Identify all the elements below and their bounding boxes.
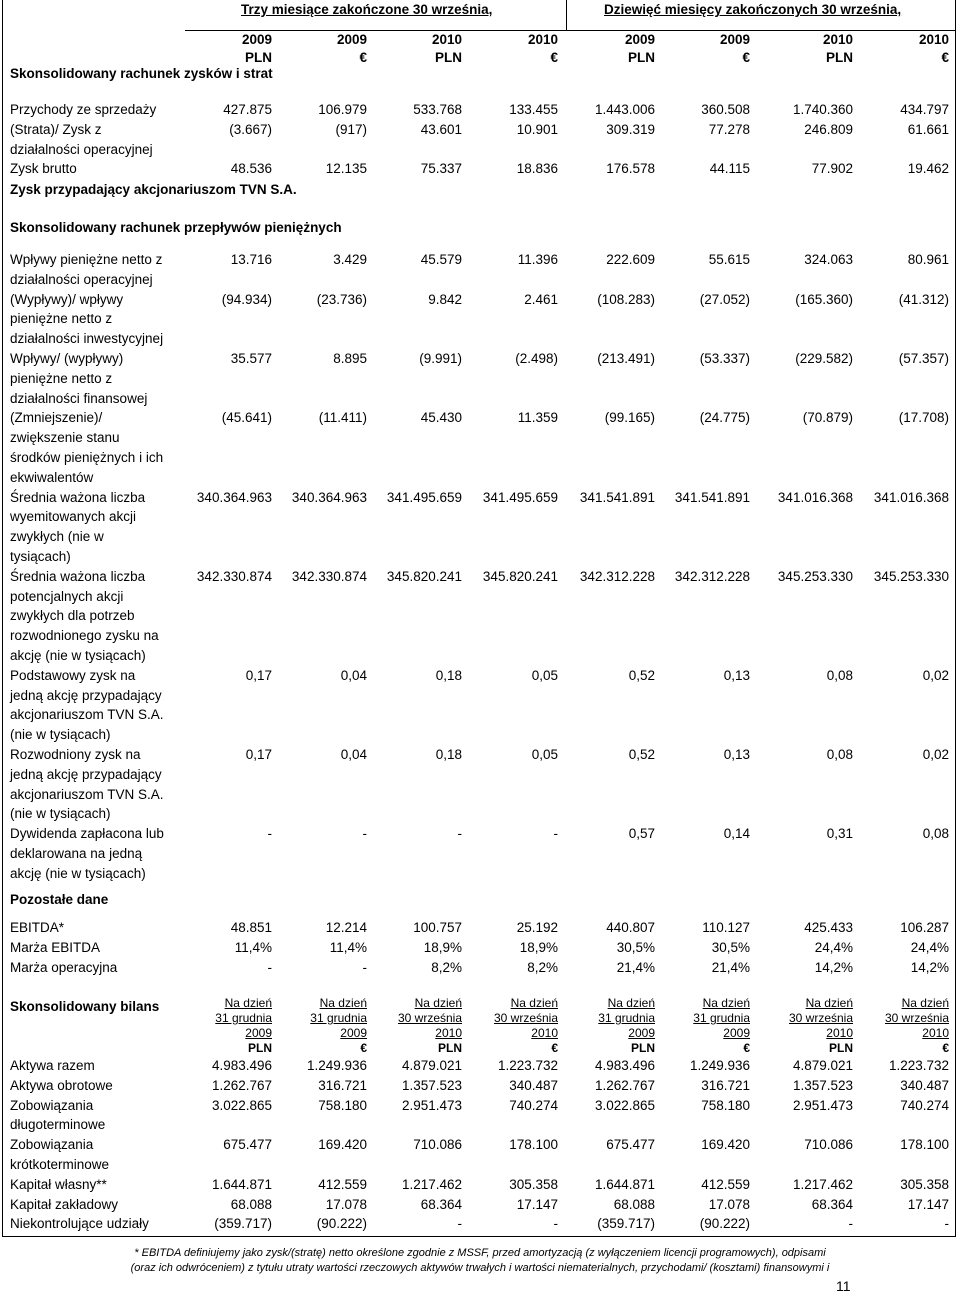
income-cell: 12.135 [325, 161, 367, 177]
income-cell: 61.661 [907, 121, 949, 137]
balance-cell: 3.022.865 [211, 1097, 272, 1113]
page-number: 11 [836, 1278, 851, 1294]
header-three-months: Trzy miesiące zakończone 30 września, [241, 2, 493, 17]
cashflow-cell: 324.063 [804, 252, 853, 267]
balance-cell: 340.487 [900, 1077, 949, 1093]
cashflow-cell: 342.312.228 [674, 568, 750, 584]
header-year: 2009 [241, 32, 272, 47]
cashflow-cell: 0,05 [531, 747, 558, 762]
income-cell: (3.667) [229, 121, 272, 137]
cashflow-cell: 0,14 [723, 826, 750, 842]
other-row-label: EBITDA* [10, 920, 65, 935]
cashflow-cell: 2.461 [524, 291, 558, 307]
cashflow-row-label: działalności operacyjnej [10, 271, 153, 287]
cashflow-cell: 0,57 [628, 826, 655, 842]
cashflow-row-label: działalności finansowej [10, 390, 148, 406]
balance-cell: 758.180 [701, 1097, 750, 1113]
income-cell: 44.115 [709, 161, 750, 177]
cashflow-cell: 0,52 [628, 667, 655, 683]
cashflow-cell: 341.016.368 [777, 489, 853, 505]
balance-cell: 17.147 [516, 1196, 558, 1212]
balance-cell: 1.249.936 [689, 1058, 750, 1073]
balance-cell: 169.420 [701, 1137, 750, 1153]
income-row-label: działalności operacyjnej [10, 141, 153, 157]
balance-cell: 316.721 [318, 1077, 367, 1093]
cashflow-cell: (229.582) [795, 351, 853, 366]
balance-cell: - [553, 1216, 558, 1232]
balance-header: Na dzień [901, 996, 949, 1010]
income-cell: 43.601 [420, 121, 462, 137]
income-cell: 434.797 [900, 102, 949, 117]
balance-header: PLN [631, 1041, 655, 1055]
cashflow-cell: (23.736) [316, 291, 367, 307]
other-cell: 106.287 [900, 920, 949, 935]
balance-cell: 1.262.767 [211, 1077, 272, 1093]
balance-title: Skonsolidowany bilans [10, 999, 160, 1014]
cashflow-cell: 0,02 [922, 747, 949, 762]
cashflow-cell: 0,52 [628, 747, 655, 762]
balance-cell: 740.274 [900, 1097, 949, 1113]
header-year: 2010 [431, 32, 462, 47]
balance-header: € [942, 1041, 949, 1055]
cashflow-row-label: środków pieniężnych i ich [10, 450, 164, 465]
other-cell: - [267, 959, 272, 975]
cashflow-cell: (17.708) [898, 410, 949, 426]
cashflow-cell: (165.360) [795, 291, 853, 307]
balance-cell: 412.559 [318, 1176, 367, 1192]
cashflow-cell: 341.016.368 [873, 489, 949, 505]
balance-header: PLN [248, 1041, 272, 1055]
balance-cell: 68.364 [811, 1196, 853, 1212]
balance-cell: - [457, 1216, 462, 1232]
cashflow-cell: 45.430 [420, 410, 462, 426]
cashflow-cell: 55.615 [708, 252, 750, 267]
header-currency: € [359, 50, 367, 65]
cashflow-cell: 13.716 [230, 252, 272, 267]
other-row-label: Marża EBITDA [10, 939, 101, 955]
cashflow-row-label: (nie w tysiącach) [10, 806, 111, 822]
other-cell: 18,9% [423, 939, 462, 955]
cashflow-cell: 0,17 [245, 667, 272, 683]
cashflow-cell: 0,18 [435, 667, 462, 683]
cashflow-row-label: zwykłych dla potrzeb [10, 608, 135, 624]
cashflow-row-label: (Zmniejszenie)/ [10, 410, 103, 426]
cashflow-row-label: akcjonariuszom TVN S.A. [10, 707, 164, 723]
balance-cell: 178.100 [900, 1137, 949, 1153]
cashflow-cell: 341.541.891 [579, 489, 655, 505]
cashflow-cell: 0,08 [826, 667, 853, 683]
header-year: 2009 [719, 32, 750, 47]
cashflow-cell: 0,04 [340, 667, 367, 683]
income-cell: 75.337 [420, 161, 462, 177]
balance-header: 2010 [435, 1026, 462, 1040]
balance-cell: 17.147 [907, 1196, 949, 1212]
balance-cell: 1.217.462 [792, 1176, 853, 1192]
cashflow-cell: 345.820.241 [482, 568, 558, 584]
balance-header: 2009 [628, 1026, 655, 1040]
other-cell: 25.192 [516, 920, 558, 935]
balance-header: 2010 [531, 1026, 558, 1040]
balance-cell: 2.951.473 [792, 1097, 853, 1113]
balance-header: 31 grudnia [693, 1011, 750, 1025]
balance-row-label: Kapitał zakładowy [10, 1196, 119, 1212]
cashflow-cell: 0,05 [531, 667, 558, 683]
balance-cell: 3.022.865 [594, 1097, 655, 1113]
header-currency: PLN [245, 50, 272, 65]
cashflow-cell: 222.609 [606, 252, 655, 267]
cashflow-cell: 345.820.241 [386, 568, 462, 584]
cashflow-cell: - [362, 826, 367, 842]
header-currency: € [550, 50, 558, 65]
balance-header: 30 września [884, 1011, 949, 1025]
cashflow-cell: 341.495.659 [386, 489, 462, 505]
balance-cell: (359.717) [214, 1216, 272, 1232]
cashflow-row-label: (Wypływy)/ wpływy [10, 291, 124, 307]
cashflow-cell: (99.165) [604, 410, 655, 426]
balance-cell: 1.644.871 [594, 1176, 655, 1192]
balance-cell: 1.217.462 [401, 1176, 462, 1192]
cashflow-cell: 35.577 [230, 351, 272, 366]
cashflow-row-label: jedną akcję przypadający [10, 766, 162, 782]
other-cell: 14,2% [814, 959, 853, 975]
other-cell: 11,4% [329, 939, 367, 955]
balance-header: Na dzień [224, 996, 272, 1010]
income-cell: 533.768 [413, 102, 462, 117]
income-cell: 176.578 [606, 161, 655, 177]
other-row-label: Marża operacyjna [10, 959, 118, 975]
balance-cell: 305.358 [509, 1176, 558, 1192]
other-cell: 8,2% [527, 959, 558, 975]
income-attributable-label: Zysk przypadający akcjonariuszom TVN S.A. [10, 182, 297, 197]
balance-cell: 68.364 [420, 1196, 462, 1212]
cashflow-row-label: Podstawowy zysk na [10, 667, 136, 683]
other-cell: 14,2% [910, 959, 949, 975]
balance-header: PLN [438, 1041, 462, 1055]
balance-cell: 4.983.496 [211, 1058, 272, 1073]
cashflow-cell: - [267, 826, 272, 842]
income-cell: 1.443.006 [594, 102, 655, 117]
cashflow-cell: (70.879) [802, 410, 853, 426]
cashflow-row-label: Średnia ważona liczba [10, 489, 146, 505]
header-year: 2010 [918, 32, 949, 47]
balance-row-label: krótkoterminowe [10, 1157, 110, 1172]
balance-header: 31 grudnia [215, 1011, 272, 1025]
cashflow-cell: (57.357) [898, 351, 949, 366]
cashflow-cell: (41.312) [898, 291, 949, 307]
balance-cell: 4.879.021 [401, 1058, 462, 1073]
other-cell: 425.433 [804, 920, 853, 935]
income-cell: 309.319 [606, 121, 655, 137]
cashflow-cell: 0,08 [922, 826, 949, 842]
cashflow-cell: 0,04 [340, 747, 367, 762]
cashflow-cell: (24.775) [699, 410, 750, 426]
income-cell: 18.836 [516, 161, 558, 177]
other-cell: 30,5% [711, 939, 750, 955]
balance-row-label: Kapitał własny** [10, 1176, 107, 1192]
cashflow-row-label: Średnia ważona liczba [10, 568, 146, 584]
cashflow-row-label: pieniężne netto z [10, 311, 113, 327]
header-year: 2010 [822, 32, 853, 47]
cashflow-cell: 342.312.228 [579, 568, 655, 584]
cashflow-row-label: jedną akcję przypadający [10, 687, 162, 703]
balance-cell: 340.487 [509, 1077, 558, 1093]
balance-header: 30 września [397, 1011, 462, 1025]
other-cell: 21,4% [616, 959, 655, 975]
cashflow-cell: 340.364.963 [291, 489, 367, 505]
income-cell: 77.278 [708, 121, 750, 137]
balance-header: € [360, 1041, 367, 1055]
balance-cell: 1.357.523 [401, 1077, 462, 1093]
balance-header: 2010 [826, 1026, 853, 1040]
balance-header: € [743, 1041, 750, 1055]
balance-cell: 740.274 [509, 1097, 558, 1113]
cashflow-row-label: akcjonariuszom TVN S.A. [10, 786, 164, 802]
cashflow-row-label: rozwodnionego zysku na [10, 628, 159, 644]
cashflow-cell: 342.330.874 [196, 568, 272, 584]
income-cell: 360.508 [701, 102, 750, 117]
header-nine-months: Dziewięć miesięcy zakończonych 30 września, [604, 2, 902, 17]
cashflow-row-label: Dywidenda zapłacona lub [10, 826, 164, 842]
other-cell: 100.757 [413, 920, 462, 935]
income-cell: 77.902 [811, 161, 853, 177]
balance-header: PLN [829, 1041, 853, 1055]
balance-cell: 675.477 [223, 1137, 272, 1153]
balance-cell: (359.717) [597, 1216, 655, 1232]
balance-header: 31 grudnia [310, 1011, 367, 1025]
balance-header: 30 września [788, 1011, 853, 1025]
cashflow-cell: 342.330.874 [291, 568, 367, 584]
balance-cell: 17.078 [708, 1196, 750, 1212]
cashflow-cell: 0,13 [723, 667, 750, 683]
balance-cell: 68.088 [613, 1196, 655, 1212]
cashflow-row-label: wyemitowanych akcji [10, 509, 137, 525]
cashflow-cell: (45.641) [221, 410, 272, 426]
income-cell: 133.455 [509, 102, 558, 117]
balance-header: 30 września [493, 1011, 558, 1025]
balance-header: Na dzień [607, 996, 655, 1010]
cashflow-cell: 0,18 [435, 747, 462, 762]
balance-cell: 17.078 [325, 1196, 367, 1212]
balance-cell: 4.879.021 [792, 1058, 853, 1073]
balance-cell: 1.357.523 [792, 1077, 853, 1093]
footnote-line-2: (oraz ich odwróceniem) z tytułu utraty wartości rzeczowych aktywów trwałych i wartości niematerialnych, przychodami/ (kosztami) finansowymi i [130, 1262, 830, 1274]
header-year: 2009 [336, 32, 367, 47]
income-row-label: (Strata)/ Zysk z [10, 121, 102, 137]
cashflow-cell: 0,13 [723, 747, 750, 762]
balance-header: Na dzień [702, 996, 750, 1010]
other-cell: 24,4% [910, 939, 949, 955]
cashflow-cell: 9.842 [428, 291, 462, 307]
balance-row-label: Niekontrolujące udziały [10, 1216, 149, 1232]
cashflow-row-label: Wpływy pieniężne netto z [10, 252, 163, 267]
balance-row-label: Aktywa obrotowe [10, 1077, 113, 1093]
cashflow-cell: 11.359 [517, 410, 558, 426]
balance-cell: 178.100 [509, 1137, 558, 1153]
cashflow-cell: - [553, 826, 558, 842]
balance-header: Na dzień [510, 996, 558, 1010]
balance-header: 2010 [922, 1026, 949, 1040]
balance-header: € [551, 1041, 558, 1055]
cashflow-cell: 3.429 [333, 252, 367, 267]
other-cell: 8,2% [431, 959, 462, 975]
balance-cell: 169.420 [318, 1137, 367, 1153]
header-currency: € [742, 50, 750, 65]
balance-cell: - [848, 1216, 853, 1232]
other-cell: 48.851 [230, 920, 272, 935]
cashflow-row-label: akcję (nie w tysiącach) [10, 648, 146, 663]
income-cell: 106.979 [318, 102, 367, 117]
income-row-label: Zysk brutto [10, 161, 77, 177]
cashflow-cell: 345.253.330 [777, 568, 853, 584]
balance-cell: 1.223.732 [497, 1058, 558, 1073]
balance-row-label: długoterminowe [10, 1117, 106, 1133]
balance-row-label: Zobowiązania [10, 1097, 94, 1113]
income-cell: 10.901 [516, 121, 558, 137]
header-year: 2009 [624, 32, 655, 47]
income-statement-title: Skonsolidowany rachunek zysków i strat [10, 66, 273, 81]
balance-cell: 2.951.473 [401, 1097, 462, 1113]
cashflow-cell: 341.495.659 [482, 489, 558, 505]
balance-header: Na dzień [319, 996, 367, 1010]
cashflow-row-label: tysiącach) [10, 549, 71, 564]
balance-cell: 316.721 [701, 1077, 750, 1093]
balance-header: 31 grudnia [598, 1011, 655, 1025]
balance-row-label: Aktywa razem [10, 1058, 95, 1073]
cashflow-row-label: działalności inwestycyjnej [10, 331, 164, 347]
cashflow-cell: 0,17 [245, 747, 272, 762]
balance-header: 2009 [723, 1026, 750, 1040]
other-cell: 12.214 [325, 920, 367, 935]
income-cell: 427.875 [223, 102, 272, 117]
balance-header: 2009 [245, 1026, 272, 1040]
income-cell: (917) [335, 121, 367, 137]
balance-cell: 710.086 [804, 1137, 853, 1153]
balance-cell: 675.477 [606, 1137, 655, 1153]
cashflow-row-label: ekwiwalentów [10, 469, 94, 485]
balance-header: 2009 [340, 1026, 367, 1040]
cashflow-cell: 11.396 [517, 252, 558, 267]
footnote-line-1: * EBITDA definiujemy jako zysk/(stratę) netto określone zgodnie z MSSF, przed amortyzacją (z wyłączeniem licencji programowych), odpisami [134, 1247, 826, 1259]
income-cell: 246.809 [804, 121, 853, 137]
cashflow-cell: 0,31 [826, 826, 853, 842]
balance-header: Na dzień [414, 996, 462, 1010]
balance-cell: (90.222) [316, 1216, 367, 1232]
cashflow-title: Skonsolidowany rachunek przepływów pieniężnych [10, 220, 342, 235]
cashflow-row-label: akcję (nie w tysiącach) [10, 865, 146, 881]
cashflow-row-label: Rozwodniony zysk na [10, 747, 141, 762]
income-row-label: Przychody ze sprzedaży [10, 102, 157, 117]
balance-row-label: Zobowiązania [10, 1137, 94, 1153]
header-currency: € [941, 50, 949, 65]
cashflow-cell: 45.579 [420, 252, 462, 267]
cashflow-row-label: (nie w tysiącach) [10, 727, 111, 743]
balance-cell: - [944, 1216, 949, 1232]
balance-cell: 1.262.767 [594, 1077, 655, 1093]
cashflow-cell: 0,08 [826, 747, 853, 762]
cashflow-row-label: zwykłych (nie w [10, 529, 104, 545]
other-cell: 21,4% [711, 959, 750, 975]
balance-cell: 412.559 [701, 1176, 750, 1192]
header-currency: PLN [628, 50, 655, 65]
other-cell: 30,5% [616, 939, 655, 955]
cashflow-cell: 80.961 [907, 252, 949, 267]
cashflow-cell: (27.052) [699, 291, 750, 307]
header-currency: PLN [435, 50, 462, 65]
cashflow-cell: 345.253.330 [873, 568, 949, 584]
cashflow-cell: - [457, 826, 462, 842]
other-cell: 440.807 [606, 920, 655, 935]
income-cell: 19.462 [907, 161, 949, 177]
balance-cell: 1.249.936 [306, 1058, 367, 1073]
cashflow-cell: 0,02 [922, 667, 949, 683]
cashflow-cell: (213.491) [597, 351, 655, 366]
cashflow-row-label: potencjalnych akcji [10, 588, 124, 604]
balance-cell: 758.180 [318, 1097, 367, 1113]
cashflow-cell: 340.364.963 [196, 489, 272, 505]
balance-cell: 68.088 [230, 1196, 272, 1212]
cashflow-cell: (108.283) [597, 291, 655, 307]
other-cell: 110.127 [702, 920, 750, 935]
cashflow-row-label: Wpływy/ (wypływy) [10, 351, 124, 366]
income-cell: 1.740.360 [792, 102, 853, 117]
cashflow-cell: 8.895 [333, 351, 367, 366]
balance-cell: 710.086 [413, 1137, 462, 1153]
other-cell: - [362, 959, 367, 975]
header-divider [566, 0, 567, 30]
cashflow-cell: (94.934) [221, 291, 272, 307]
cashflow-cell: 341.541.891 [674, 489, 750, 505]
header-year: 2010 [527, 32, 558, 47]
cashflow-row-label: zwiększenie stanu [10, 430, 120, 446]
balance-header: Na dzień [805, 996, 853, 1010]
cashflow-cell: (53.337) [699, 351, 750, 366]
balance-cell: 1.223.732 [888, 1058, 949, 1073]
cashflow-cell: (9.991) [419, 351, 462, 366]
balance-cell: (90.222) [699, 1216, 750, 1232]
cashflow-row-label: pieniężne netto z [10, 370, 113, 386]
balance-cell: 4.983.496 [594, 1058, 655, 1073]
other-cell: 18,9% [519, 939, 558, 955]
other-cell: 11,4% [234, 939, 272, 955]
balance-cell: 1.644.871 [211, 1176, 272, 1192]
header-currency: PLN [826, 50, 853, 65]
balance-cell: 305.358 [900, 1176, 949, 1192]
other-cell: 24,4% [814, 939, 853, 955]
income-cell: 48.536 [230, 161, 272, 177]
cashflow-cell: (11.411) [318, 410, 367, 426]
cashflow-cell: (2.498) [515, 351, 558, 366]
cashflow-row-label: deklarowana na jedną [10, 846, 143, 861]
other-data-title: Pozostałe dane [10, 892, 109, 907]
